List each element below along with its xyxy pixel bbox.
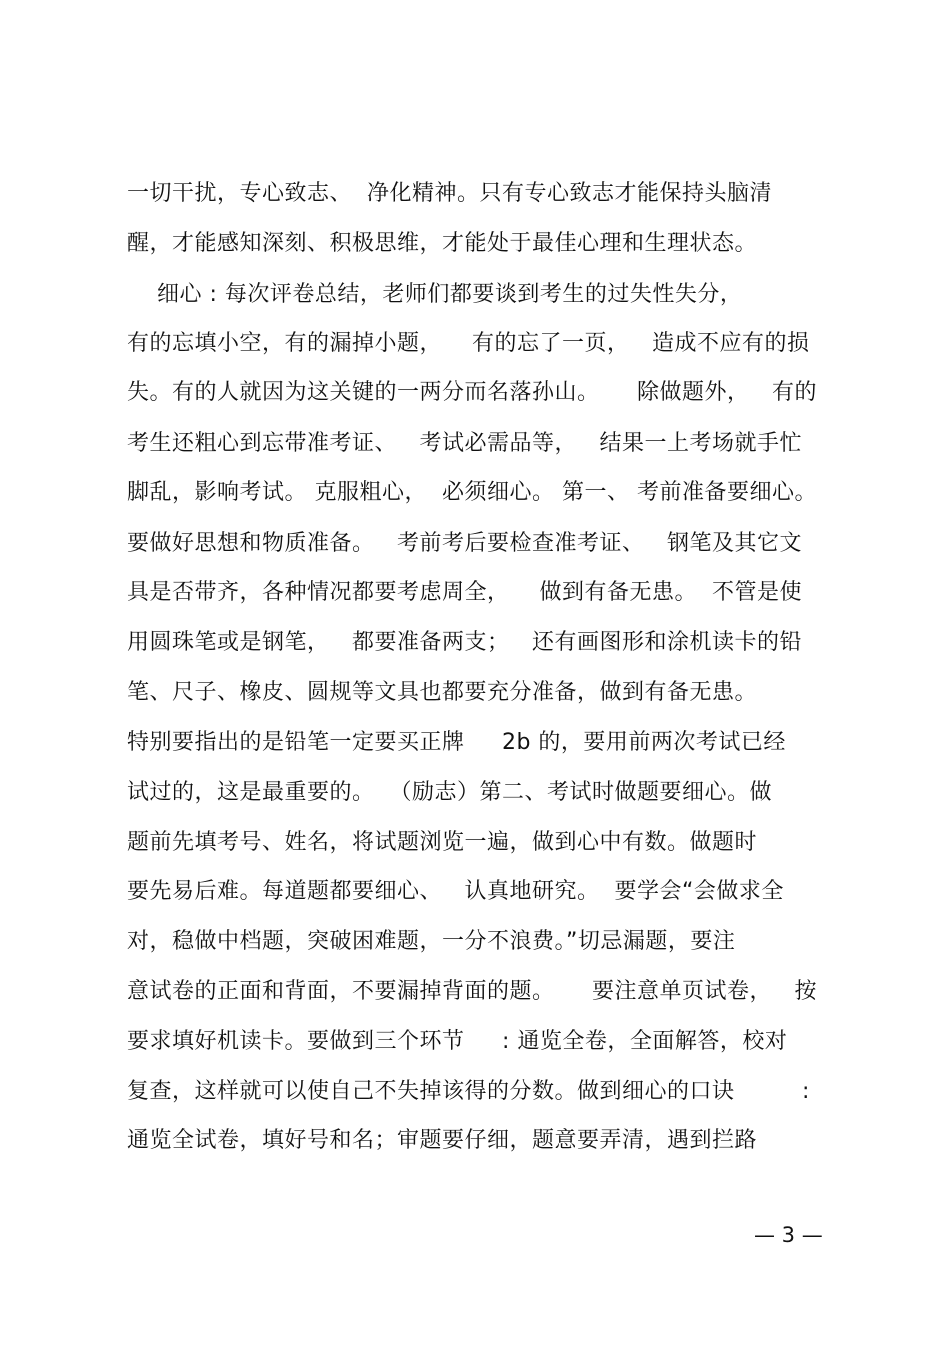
text-line: 要做好思想和物质准备。 考前考后要检查准考证、 钢笔及其它文 <box>127 531 802 556</box>
text-line: 试过的，这是最重要的。 （励志）第二、考试时做题要细心。做 <box>127 780 772 805</box>
text-line: 用圆珠笔或是钢笔， 都要准备两支； 还有画图形和涂机读卡的铅 <box>127 630 802 655</box>
text-line: 通览全试卷，填好号和名；审题要仔细，题意要弄清，遇到拦路 <box>127 1128 758 1153</box>
text-line: 醒，才能感知深刻、积极思维，才能处于最佳心理和生理状态。 <box>127 231 758 256</box>
text-line: 脚乱，影响考试。 克服粗心， 必须细心。 第一、 考前准备要细心。 <box>127 480 817 505</box>
text-line: 细心 : 每次评卷总结，老师们都要谈到考生的过失性失分， <box>127 282 743 307</box>
text-line: 意试卷的正面和背面，不要漏掉背面的题。 要注意单页试卷， 按 <box>127 979 817 1004</box>
text-line: 要求填好机读卡。要做到三个环节 : 通览全卷，全面解答，校对 <box>127 1029 788 1054</box>
text-line: 失。有的人就因为这关键的一两分而名落孙山。 除做题外， 有的 <box>127 380 817 405</box>
text-line: 有的忘填小空，有的漏掉小题， 有的忘了一页， 造成不应有的损 <box>127 331 810 356</box>
text-line: 对，稳做中档题，突破困难题，一分不浪费。”切忌漏题，要注 <box>127 929 736 954</box>
page-number: — 3 — <box>754 1223 823 1247</box>
text-line: 笔、尺子、橡皮、圆规等文具也都要充分准备，做到有备无患。 <box>127 680 758 705</box>
text-line: 特别要指出的是铅笔一定要买正牌 2b 的，要用前两次考试已经 <box>127 730 786 755</box>
text-line: 考生还粗心到忘带准考证、 考试必需品等， 结果一上考场就手忙 <box>127 431 802 456</box>
text-line: 复查，这样就可以使自己不失掉该得的分数。做到细心的口诀 : <box>127 1079 810 1104</box>
text-line: 要先易后难。每道题都要细心、 认真地研究。 要学会“会做求全 <box>127 879 784 904</box>
text-line: 题前先填考号、姓名，将试题浏览一遍，做到心中有数。做题时 <box>127 830 758 855</box>
text-line: 具是否带齐，各种情况都要考虑周全， 做到有备无患。 不管是使 <box>127 580 802 605</box>
text-line: 一切干扰，专心致志、 净化精神。只有专心致志才能保持头脑清 <box>127 181 772 206</box>
